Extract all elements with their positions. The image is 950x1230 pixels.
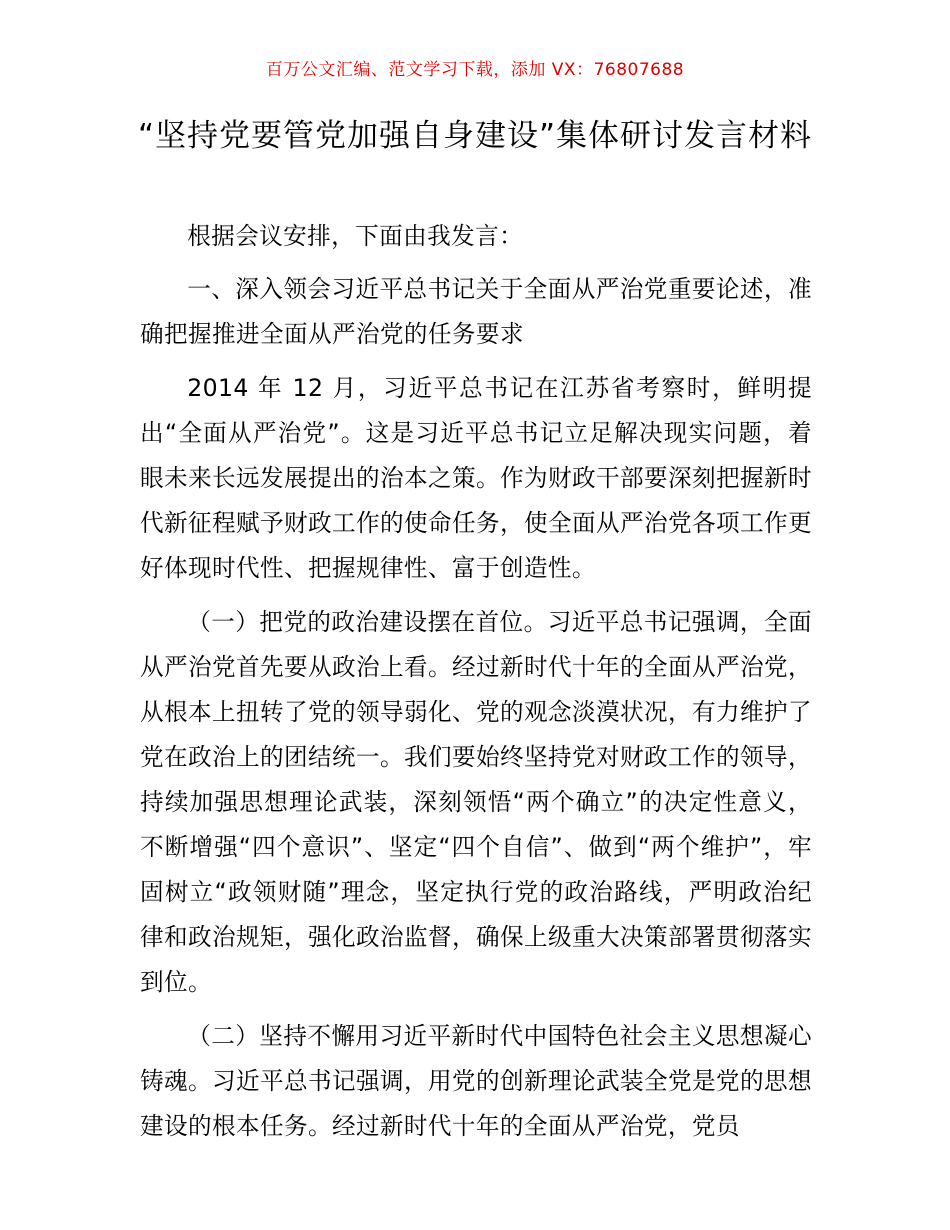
document-title: “坚持党要管党加强自身建设”集体研讨发言材料: [137, 118, 813, 154]
paragraph: （一）把党的政治建设摆在首位。习近平总书记强调，全面从严治党首先要从政治上看。经过新时代十年的全面从严治党，从根本上扭转了党的领导弱化、党的观念淡漠状况，有力维护了党在政治上的团结统一。我们要始终坚持党对财政工作的领导，持续加强思想理论武装，深刻领悟“两个确立”的决定性意义，不断增强“四个意识”、坚定“四个自信”、做到“两个维护”，牢固树立“政领财随”理念，坚定执行党的政治路线，严明政治纪律和政治规矩，强化政治监督，确保上级重大决策部署贯彻落实到位。: [140, 608, 812, 996]
section-heading-1: 一、深入领会习近平总书记关于全面从严治党重要论述，准确把握推进全面从严治党的任务要求: [140, 275, 812, 348]
paragraph: 2014 年 12 月，习近平总书记在江苏省考察时，鲜明提出“全面从严治党”。这是习近平总书记立足解决现实问题，着眼未来长远发展提出的治本之策。作为财政干部要深刻把握新时代新征程赋予财政工作的使命任务，使全面从严治党各项工作更好体现时代性、把握规律性、富于创造性。: [140, 374, 812, 582]
paragraph-intro: 根据会议安排，下面由我发言：: [187, 222, 524, 250]
document-body: [140, 214, 812, 1158]
paragraph: （二）坚持不懈用习近平新时代中国特色社会主义思想凝心铸魂。习近平总书记强调，用党的创新理论武装全党是党的思想建设的根本任务。经过新时代十年的全面从严治党，党员: [140, 1022, 812, 1140]
watermark-header: 百万公文汇编、范文学习下载，添加 VX：76807688: [265, 60, 685, 80]
